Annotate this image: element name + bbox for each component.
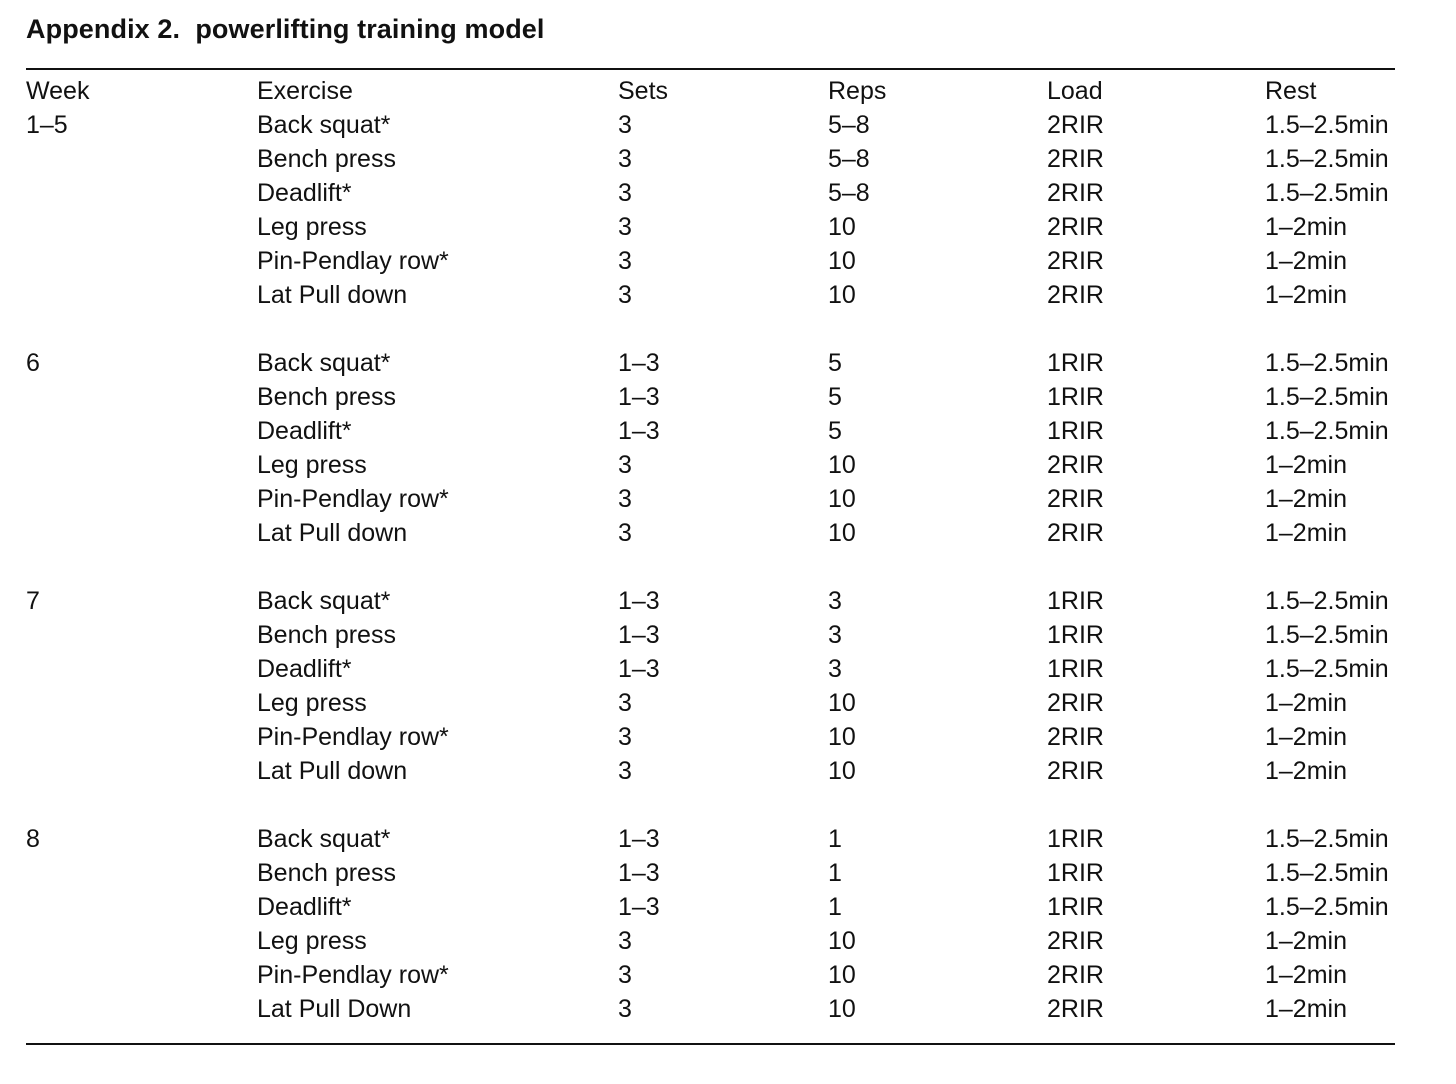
cell-rest: 1.5–2.5min	[1265, 587, 1389, 615]
cell-sets: 1–3	[618, 417, 660, 445]
table-row	[26, 516, 1395, 550]
cell-load: 2RIR	[1047, 111, 1104, 139]
cell-reps: 10	[828, 213, 856, 241]
cell-exercise: Pin-Pendlay row*	[257, 485, 449, 513]
cell-reps: 3	[828, 621, 842, 649]
cell-rest: 1.5–2.5min	[1265, 145, 1389, 173]
cell-sets: 3	[618, 247, 632, 275]
cell-exercise: Leg press	[257, 689, 367, 717]
cell-reps: 5	[828, 383, 842, 411]
cell-rest: 1.5–2.5min	[1265, 417, 1389, 445]
cell-sets: 3	[618, 757, 632, 785]
cell-sets: 3	[618, 213, 632, 241]
cell-load: 2RIR	[1047, 145, 1104, 173]
week-group	[26, 822, 1395, 1026]
cell-sets: 3	[618, 179, 632, 207]
cell-reps: 5–8	[828, 145, 870, 173]
cell-sets: 1–3	[618, 893, 660, 921]
cell-exercise: Pin-Pendlay row*	[257, 961, 449, 989]
cell-rest: 1–2min	[1265, 995, 1347, 1023]
cell-exercise: Deadlift*	[257, 893, 352, 921]
cell-sets: 1–3	[618, 655, 660, 683]
cell-load: 2RIR	[1047, 961, 1104, 989]
cell-sets: 1–3	[618, 859, 660, 887]
cell-reps: 10	[828, 485, 856, 513]
cell-rest: 1.5–2.5min	[1265, 349, 1389, 377]
cell-reps: 10	[828, 451, 856, 479]
cell-rest: 1.5–2.5min	[1265, 655, 1389, 683]
table-row	[26, 992, 1395, 1026]
table-row	[26, 176, 1395, 210]
cell-load: 1RIR	[1047, 893, 1104, 921]
cell-rest: 1–2min	[1265, 723, 1347, 751]
cell-week: 1–5	[26, 111, 68, 139]
table-row	[26, 652, 1395, 686]
cell-reps: 10	[828, 689, 856, 717]
table-row	[26, 958, 1395, 992]
cell-exercise: Leg press	[257, 213, 367, 241]
header-load: Load	[1047, 77, 1103, 105]
table-body	[26, 108, 1395, 1026]
cell-load: 1RIR	[1047, 655, 1104, 683]
cell-rest: 1.5–2.5min	[1265, 893, 1389, 921]
cell-rest: 1–2min	[1265, 213, 1347, 241]
cell-sets: 3	[618, 281, 632, 309]
cell-rest: 1.5–2.5min	[1265, 179, 1389, 207]
table-row	[26, 380, 1395, 414]
header-exercise: Exercise	[257, 77, 353, 105]
table-row	[26, 414, 1395, 448]
cell-exercise: Lat Pull Down	[257, 995, 412, 1023]
cell-rest: 1.5–2.5min	[1265, 383, 1389, 411]
cell-load: 2RIR	[1047, 519, 1104, 547]
cell-week: 7	[26, 587, 40, 615]
cell-exercise: Deadlift*	[257, 655, 352, 683]
header-reps: Reps	[828, 77, 887, 105]
cell-rest: 1–2min	[1265, 247, 1347, 275]
table-top-rule	[26, 68, 1395, 70]
cell-load: 2RIR	[1047, 281, 1104, 309]
cell-reps: 10	[828, 757, 856, 785]
cell-rest: 1–2min	[1265, 281, 1347, 309]
header-week: Week	[26, 77, 90, 105]
cell-exercise: Bench press	[257, 383, 396, 411]
cell-load: 2RIR	[1047, 723, 1104, 751]
table-row	[26, 244, 1395, 278]
table-row	[26, 686, 1395, 720]
cell-load: 2RIR	[1047, 451, 1104, 479]
cell-reps: 10	[828, 927, 856, 955]
cell-load: 2RIR	[1047, 179, 1104, 207]
week-group	[26, 584, 1395, 788]
table-row	[26, 346, 1395, 380]
cell-reps: 10	[828, 961, 856, 989]
table-row	[26, 210, 1395, 244]
cell-sets: 3	[618, 995, 632, 1023]
cell-week: 8	[26, 825, 40, 853]
cell-exercise: Bench press	[257, 859, 396, 887]
week-group	[26, 346, 1395, 550]
cell-load: 1RIR	[1047, 417, 1104, 445]
table-row	[26, 108, 1395, 142]
training-table	[26, 74, 1395, 1026]
table-row	[26, 924, 1395, 958]
cell-exercise: Deadlift*	[257, 417, 352, 445]
cell-load: 1RIR	[1047, 859, 1104, 887]
cell-reps: 5–8	[828, 179, 870, 207]
cell-exercise: Lat Pull down	[257, 281, 408, 309]
week-group	[26, 108, 1395, 312]
cell-sets: 3	[618, 111, 632, 139]
cell-load: 1RIR	[1047, 383, 1104, 411]
cell-exercise: Back squat*	[257, 587, 391, 615]
cell-load: 2RIR	[1047, 689, 1104, 717]
cell-exercise: Pin-Pendlay row*	[257, 247, 449, 275]
header-sets: Sets	[618, 77, 669, 105]
cell-sets: 3	[618, 485, 632, 513]
cell-exercise: Back squat*	[257, 825, 391, 853]
cell-sets: 3	[618, 689, 632, 717]
cell-exercise: Lat Pull down	[257, 757, 408, 785]
cell-sets: 3	[618, 927, 632, 955]
appendix-title: Appendix 2. powerlifting training model	[26, 14, 545, 44]
cell-week: 6	[26, 349, 40, 377]
cell-sets: 3	[618, 519, 632, 547]
cell-rest: 1.5–2.5min	[1265, 621, 1389, 649]
table-row	[26, 890, 1395, 924]
cell-sets: 3	[618, 145, 632, 173]
cell-exercise: Leg press	[257, 927, 367, 955]
cell-sets: 1–3	[618, 587, 660, 615]
table-header-row	[26, 74, 1395, 108]
cell-sets: 3	[618, 451, 632, 479]
cell-exercise: Back squat*	[257, 111, 391, 139]
table-row	[26, 754, 1395, 788]
cell-exercise: Leg press	[257, 451, 367, 479]
cell-reps: 3	[828, 587, 842, 615]
cell-rest: 1.5–2.5min	[1265, 859, 1389, 887]
cell-load: 2RIR	[1047, 213, 1104, 241]
cell-rest: 1–2min	[1265, 757, 1347, 785]
cell-reps: 10	[828, 247, 856, 275]
cell-reps: 10	[828, 723, 856, 751]
cell-load: 2RIR	[1047, 247, 1104, 275]
cell-rest: 1.5–2.5min	[1265, 825, 1389, 853]
cell-reps: 5	[828, 417, 842, 445]
cell-exercise: Deadlift*	[257, 179, 352, 207]
cell-rest: 1–2min	[1265, 961, 1347, 989]
cell-rest: 1–2min	[1265, 485, 1347, 513]
cell-load: 2RIR	[1047, 995, 1104, 1023]
cell-load: 2RIR	[1047, 485, 1104, 513]
cell-reps: 1	[828, 859, 842, 887]
cell-sets: 1–3	[618, 349, 660, 377]
cell-rest: 1–2min	[1265, 451, 1347, 479]
cell-reps: 5–8	[828, 111, 870, 139]
cell-exercise: Back squat*	[257, 349, 391, 377]
cell-exercise: Lat Pull down	[257, 519, 408, 547]
cell-rest: 1–2min	[1265, 927, 1347, 955]
cell-load: 1RIR	[1047, 587, 1104, 615]
cell-exercise: Bench press	[257, 621, 396, 649]
cell-sets: 1–3	[618, 825, 660, 853]
cell-exercise: Pin-Pendlay row*	[257, 723, 449, 751]
header-rest: Rest	[1265, 77, 1317, 105]
cell-reps: 1	[828, 893, 842, 921]
cell-reps: 10	[828, 519, 856, 547]
cell-load: 2RIR	[1047, 927, 1104, 955]
table-row	[26, 822, 1395, 856]
cell-load: 1RIR	[1047, 349, 1104, 377]
table-bottom-rule	[26, 1043, 1395, 1045]
cell-sets: 1–3	[618, 383, 660, 411]
cell-rest: 1.5–2.5min	[1265, 111, 1389, 139]
cell-reps: 3	[828, 655, 842, 683]
table-row	[26, 448, 1395, 482]
cell-sets: 3	[618, 723, 632, 751]
cell-exercise: Bench press	[257, 145, 396, 173]
cell-load: 1RIR	[1047, 621, 1104, 649]
cell-reps: 5	[828, 349, 842, 377]
cell-reps: 1	[828, 825, 842, 853]
table-row	[26, 142, 1395, 176]
table-row	[26, 584, 1395, 618]
cell-sets: 1–3	[618, 621, 660, 649]
table-row	[26, 720, 1395, 754]
cell-rest: 1–2min	[1265, 689, 1347, 717]
table-row	[26, 278, 1395, 312]
table-row	[26, 482, 1395, 516]
table-row	[26, 856, 1395, 890]
table-row	[26, 618, 1395, 652]
cell-load: 2RIR	[1047, 757, 1104, 785]
cell-rest: 1–2min	[1265, 519, 1347, 547]
cell-reps: 10	[828, 281, 856, 309]
cell-sets: 3	[618, 961, 632, 989]
cell-load: 1RIR	[1047, 825, 1104, 853]
cell-reps: 10	[828, 995, 856, 1023]
